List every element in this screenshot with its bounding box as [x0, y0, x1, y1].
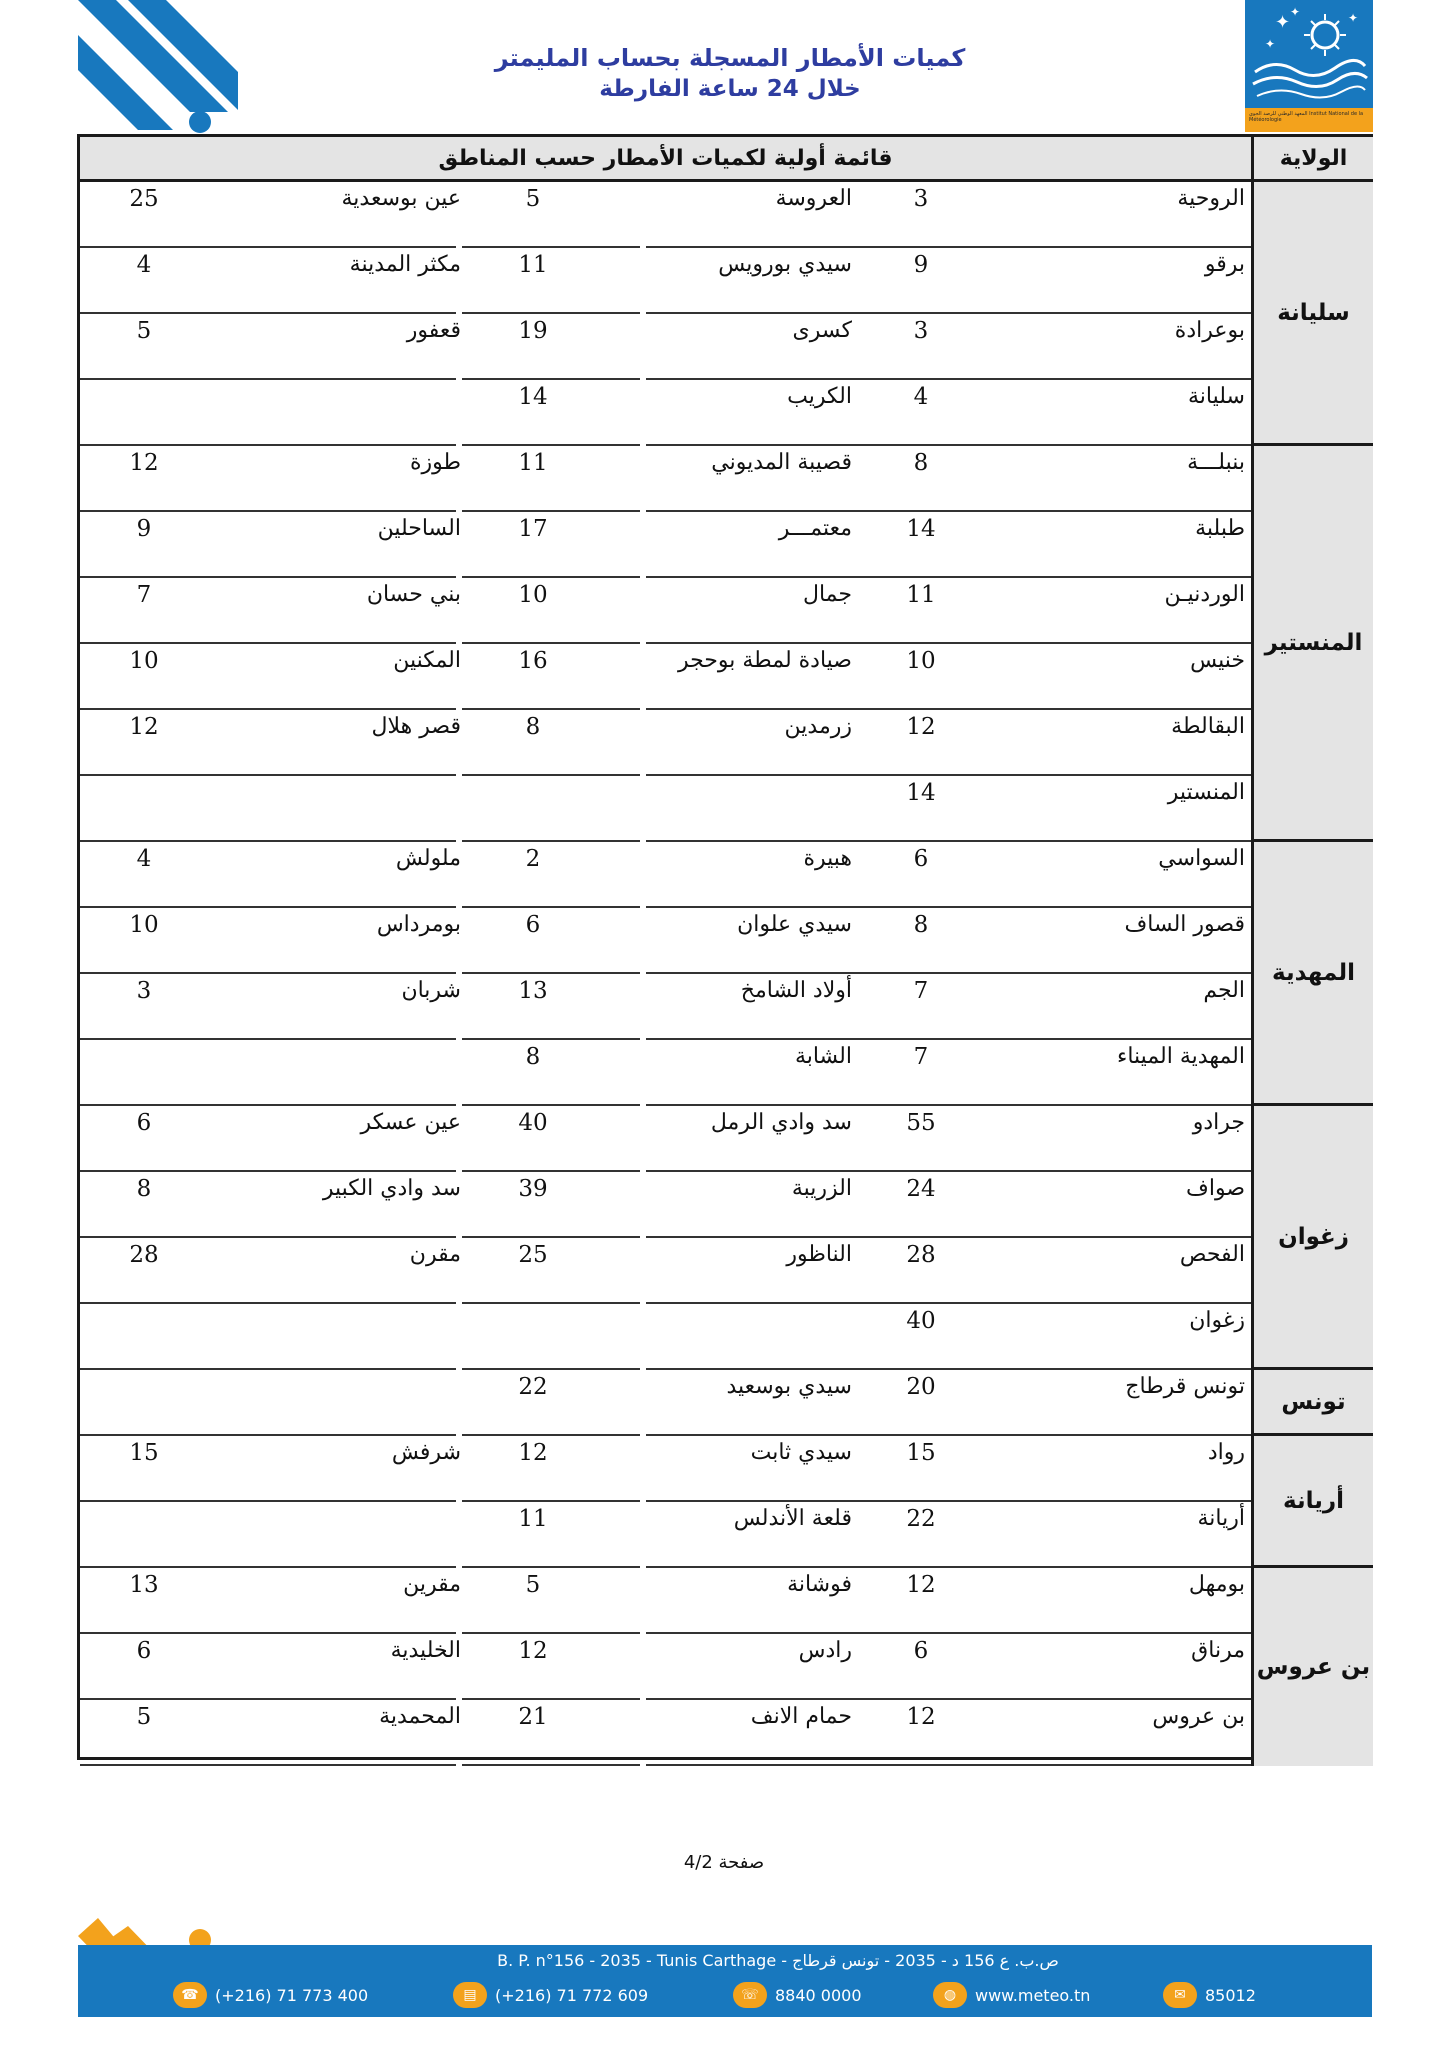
station-name: الخليدية: [390, 1638, 461, 1663]
governorate-cell: أريانة: [1254, 1436, 1373, 1568]
rainfall-value: 6: [913, 1638, 929, 1664]
rainfall-value: 12: [518, 1638, 548, 1664]
station-name: قصور الساف: [1124, 912, 1245, 937]
rainfall-value: 3: [913, 186, 929, 212]
table-row: [80, 1238, 1251, 1304]
rainfall-value: 15: [906, 1440, 936, 1466]
rainfall-value: 7: [913, 978, 929, 1004]
rainfall-value: 5: [136, 1704, 152, 1730]
rainfall-value: 12: [906, 1572, 936, 1598]
station-name: مرناق: [1191, 1638, 1245, 1663]
governorate-cell: المهدية: [1254, 842, 1373, 1106]
station-name: مقرن: [409, 1242, 461, 1267]
rainfall-table: [77, 134, 1373, 1760]
station-name: قلعة الأندلس: [733, 1506, 852, 1531]
station-name: جرادو: [1192, 1110, 1245, 1135]
institute-logo: [1245, 0, 1373, 132]
rainfall-value: 16: [518, 648, 548, 674]
footer-address: B. P. n°156 - 2035 - Tunis Carthage - ص.ب. ع 156 د - 2035 - تونس قرطاج: [497, 1951, 1059, 1970]
station-name: البقالطة: [1171, 714, 1245, 739]
rainfall-value: 5: [525, 1572, 541, 1598]
rainfall-value: 5: [525, 186, 541, 212]
phone-number: (+216) 71 773 400: [215, 1985, 369, 2005]
table-row: [80, 644, 1251, 710]
station-name: الوردنيـن: [1164, 582, 1245, 607]
governorate-column: [1251, 182, 1373, 1766]
rainfall-value: 10: [906, 648, 936, 674]
table-row: [80, 1304, 1251, 1370]
station-name: زرمدين: [784, 714, 852, 739]
rainfall-value: 24: [906, 1176, 936, 1202]
rainfall-value: 8: [913, 450, 929, 476]
phone-contact: [173, 1982, 368, 2008]
station-name: السواسي: [1158, 846, 1245, 871]
rainfall-value: 13: [129, 1572, 159, 1598]
station-name: بوعرادة: [1174, 318, 1245, 343]
table-row: [80, 776, 1251, 842]
station-name: حمام الانف: [750, 1704, 852, 1729]
station-name: الفحص: [1179, 1242, 1245, 1267]
table-row: [80, 446, 1251, 512]
table-row: [80, 1700, 1251, 1766]
rainfall-value: 8: [525, 1044, 541, 1070]
station-name: بن عروس: [1152, 1704, 1245, 1729]
rainfall-value: 28: [906, 1242, 936, 1268]
rainfall-value: 6: [525, 912, 541, 938]
station-name: مقرين: [403, 1572, 461, 1597]
table-row: [80, 578, 1251, 644]
station-name: الساحلين: [377, 516, 461, 541]
station-name: قعفور: [406, 318, 461, 343]
rainfall-value: 3: [913, 318, 929, 344]
station-name: طبلبة: [1195, 516, 1245, 541]
station-name: صيادة لمطة بوحجر: [677, 648, 852, 673]
rainfall-value: 5: [136, 318, 152, 344]
table-row: [80, 1436, 1251, 1502]
station-name: ملولش: [395, 846, 461, 871]
station-name: سد وادي الرمل: [710, 1110, 852, 1135]
page-title: كميات الأمطار المسجلة بحساب المليمتر: [494, 44, 966, 72]
rainfall-value: 4: [136, 252, 152, 278]
sun-waves-icon: [1245, 0, 1373, 108]
rainfall-value: 28: [129, 1242, 159, 1268]
page-number: صفحة 4/2: [683, 1852, 765, 1873]
station-name: أولاد الشامخ: [740, 978, 852, 1003]
station-name: بني حسان: [366, 582, 461, 607]
station-name: كسرى: [792, 318, 852, 343]
rainfall-value: 3: [136, 978, 152, 1004]
rainfall-value: 17: [518, 516, 548, 542]
station-name: عين عسكر: [360, 1110, 461, 1135]
station-name: الروحية: [1177, 186, 1245, 211]
table-row: [80, 1634, 1251, 1700]
rainfall-value: 40: [906, 1308, 936, 1334]
station-name: العروسة: [775, 186, 852, 211]
station-name: شربان: [401, 978, 461, 1003]
table-row: [80, 908, 1251, 974]
station-name: تونس قرطاج: [1125, 1374, 1245, 1399]
zones-header: قائمة أولية لكميات الأمطار حسب المناطق: [80, 137, 1251, 179]
station-name: أريانة: [1197, 1506, 1245, 1531]
rainfall-value: 39: [518, 1176, 548, 1202]
rainfall-value: 8: [913, 912, 929, 938]
table-row: [80, 1568, 1251, 1634]
station-name: الناظور: [786, 1242, 852, 1267]
governorate-cell: زغوان: [1254, 1106, 1373, 1370]
table-row: [80, 1106, 1251, 1172]
table-row: [80, 974, 1251, 1040]
rainfall-value: 12: [518, 1440, 548, 1466]
rainfall-value: 4: [913, 384, 929, 410]
rainfall-value: 21: [518, 1704, 548, 1730]
rainfall-value: 40: [518, 1110, 548, 1136]
station-name: سد وادي الكبير: [322, 1176, 461, 1201]
rainfall-value: 25: [518, 1242, 548, 1268]
headset-icon: ☏: [733, 1982, 767, 2008]
governorate-cell: المنستير: [1254, 446, 1373, 842]
rainfall-value: 7: [136, 582, 152, 608]
rainfall-value: 10: [129, 648, 159, 674]
rainfall-value: 20: [906, 1374, 936, 1400]
rainfall-value: 8: [525, 714, 541, 740]
rainfall-value: 10: [518, 582, 548, 608]
station-name: بومرداس: [376, 912, 461, 937]
rainfall-value: 12: [906, 1704, 936, 1730]
rainfall-value: 12: [906, 714, 936, 740]
station-name: المنستير: [1167, 780, 1245, 805]
rainfall-value: 14: [518, 384, 548, 410]
table-row: [80, 182, 1251, 248]
svg-text:✦: ✦: [1290, 5, 1301, 19]
station-name: فوشانة: [787, 1572, 852, 1597]
rainfall-value: 6: [136, 1110, 152, 1136]
station-name: سليانة: [1188, 384, 1245, 409]
table-row: [80, 842, 1251, 908]
rainfall-value: 22: [518, 1374, 548, 1400]
table-row: [80, 512, 1251, 578]
rainfall-value: 12: [129, 714, 159, 740]
rainfall-value: 13: [518, 978, 548, 1004]
table-row: [80, 314, 1251, 380]
station-name: خنيس: [1190, 648, 1245, 673]
rainfall-value: 4: [136, 846, 152, 872]
rainfall-value: 9: [913, 252, 929, 278]
table-row: [80, 380, 1251, 446]
station-name: برقو: [1204, 252, 1245, 277]
station-name: الشابة: [794, 1044, 852, 1069]
rainfall-value: 12: [129, 450, 159, 476]
rainfall-value: 14: [906, 780, 936, 806]
rainfall-value: 8: [136, 1176, 152, 1202]
fax-number: (+216) 71 772 609: [495, 1985, 649, 2005]
rainfall-value: 11: [518, 252, 548, 278]
rainfall-value: 19: [518, 318, 548, 344]
rainfall-value: 10: [129, 912, 159, 938]
station-name: الجم: [1203, 978, 1245, 1003]
station-name: قصر هلال: [371, 714, 461, 739]
svg-text:✦: ✦: [1275, 12, 1291, 33]
table-row: [80, 1370, 1251, 1436]
fax-contact: [453, 1982, 648, 2008]
rainfall-value: 15: [129, 1440, 159, 1466]
station-name: سيدي بورويس: [718, 252, 852, 277]
station-name: صواف: [1186, 1176, 1245, 1201]
rainfall-value: 7: [913, 1044, 929, 1070]
station-name: زغوان: [1189, 1308, 1245, 1333]
page-subtitle: خلال 24 ساعة الفارطة: [599, 76, 861, 102]
sms-contact: [1163, 1982, 1256, 2008]
governorate-cell: تونس: [1254, 1370, 1373, 1436]
svg-text:✦: ✦: [1348, 11, 1359, 25]
website-contact: [933, 1982, 1090, 2008]
globe-icon: ◍: [933, 1982, 967, 2008]
station-name: المكنين: [393, 648, 461, 673]
table-row: [80, 1502, 1251, 1568]
table-row: [80, 1172, 1251, 1238]
station-name: الكريب: [787, 384, 852, 409]
station-name: شرفش: [391, 1440, 461, 1465]
station-name: الزريبة: [791, 1176, 852, 1201]
svg-text:✦: ✦: [1265, 37, 1276, 51]
rainfall-value: 25: [129, 186, 159, 212]
station-name: رواد: [1207, 1440, 1245, 1465]
stripes-logo: [78, 0, 238, 135]
rainfall-value: 11: [518, 450, 548, 476]
sms-icon: ✉: [1163, 1982, 1197, 2008]
logo-band: المعهد الوطني للرصد الجوي Institut National de la Météorologie: [1245, 108, 1373, 132]
rainfall-value: 6: [913, 846, 929, 872]
station-name: معتمـــر: [778, 516, 852, 541]
table-row: [80, 710, 1251, 776]
station-name: مكثر المدينة: [349, 252, 461, 277]
rainfall-value: 2: [525, 846, 541, 872]
station-name: بومهل: [1188, 1572, 1245, 1597]
table-row: [80, 1040, 1251, 1106]
phone-icon: ☎: [173, 1982, 207, 2008]
sms-number: 85012: [1205, 1985, 1256, 2005]
governorate-header: الولاية: [1251, 137, 1373, 179]
station-name: رادس: [798, 1638, 852, 1663]
rainfall-value: 9: [136, 516, 152, 542]
station-name: سيدي علوان: [737, 912, 852, 937]
rainfall-value: 11: [518, 1506, 548, 1532]
hotline-number: 8840 0000: [775, 1985, 862, 2005]
hotline-contact: [733, 1982, 862, 2008]
station-name: المحمدية: [379, 1704, 461, 1729]
station-name: طوزة: [409, 450, 461, 475]
station-name: بنبلـــة: [1187, 450, 1245, 475]
website-link[interactable]: www.meteo.tn: [975, 1985, 1091, 2005]
station-name: عين بوسعدية: [341, 186, 461, 211]
rainfall-value: 14: [906, 516, 936, 542]
fax-icon: ▤: [453, 1982, 487, 2008]
station-name: هبيرة: [803, 846, 852, 871]
governorate-cell: بن عروس: [1254, 1568, 1373, 1766]
rainfall-value: 11: [906, 582, 936, 608]
rainfall-value: 22: [906, 1506, 936, 1532]
station-name: جمال: [802, 582, 852, 607]
rainfall-value: 6: [136, 1638, 152, 1664]
table-row: [80, 248, 1251, 314]
governorate-cell: سليانة: [1254, 182, 1373, 446]
rainfall-value: 55: [906, 1110, 936, 1136]
station-name: المهدية الميناء: [1117, 1044, 1245, 1069]
footer-bar: [78, 1945, 1372, 2017]
station-name: سيدي ثابت: [750, 1440, 852, 1465]
station-name: سيدي بوسعيد: [726, 1374, 852, 1399]
station-name: قصيبة المديوني: [711, 450, 852, 475]
